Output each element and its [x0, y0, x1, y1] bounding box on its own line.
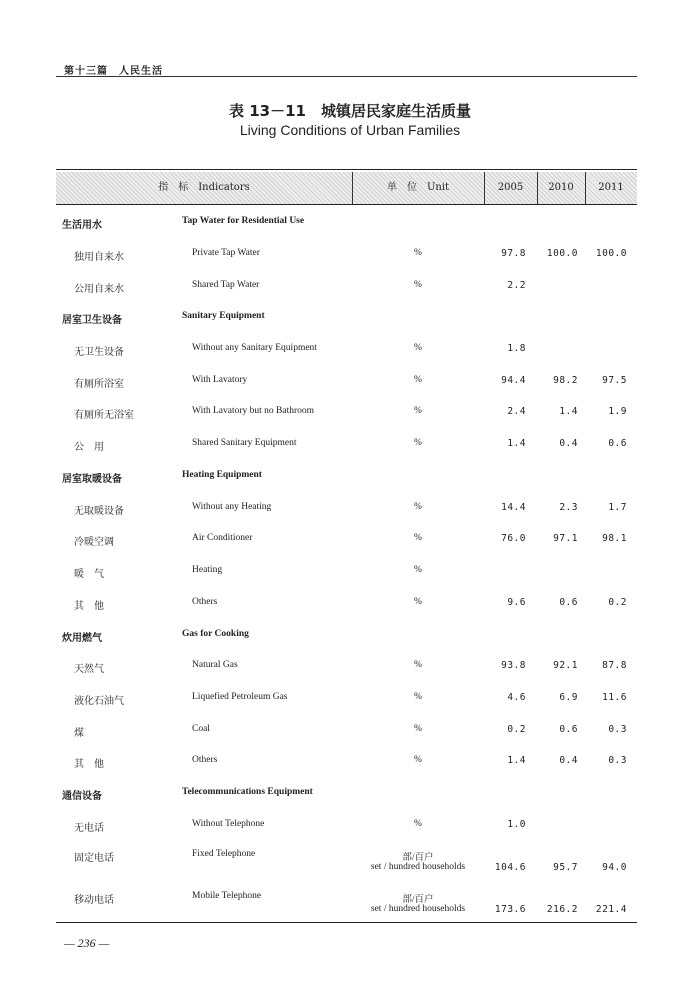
indicator-english: Others — [192, 755, 218, 765]
indicator-english: Tap Water for Residential Use — [182, 216, 305, 226]
unit: % — [414, 248, 422, 258]
unit: % — [414, 438, 422, 448]
indicator-english: Without any Heating — [192, 502, 272, 512]
value-2005: 1.4 — [507, 755, 526, 766]
header-rule — [56, 76, 637, 77]
value-2005: 104.6 — [494, 862, 526, 873]
table-row — [56, 755, 637, 783]
indicator-english: Private Tap Water — [192, 248, 260, 258]
value-2011: 0.2 — [608, 597, 627, 608]
indicator-english: Liquefied Petroleum Gas — [192, 692, 288, 702]
table-row — [56, 280, 637, 308]
indicator-chinese: 有厕所浴室 — [74, 379, 124, 390]
unit-chinese: 部/百户 — [402, 895, 434, 905]
table-top-rule — [56, 169, 637, 170]
unit: % — [414, 406, 422, 416]
table-row — [56, 819, 637, 847]
value-2010: 216.2 — [546, 904, 578, 915]
indicator-chinese: 液化石油气 — [74, 696, 124, 707]
table-row — [56, 533, 637, 561]
table-row — [56, 248, 637, 276]
page-number: — 236 — — [64, 936, 110, 950]
value-2005: 14.4 — [501, 502, 526, 513]
value-2010: 95.7 — [553, 862, 578, 873]
unit: % — [414, 565, 422, 575]
value-2005: 1.4 — [507, 438, 526, 449]
table-row — [56, 891, 637, 919]
value-2011: 87.8 — [602, 660, 627, 671]
value-2005: 76.0 — [501, 533, 526, 544]
value-2011: 221.4 — [595, 904, 627, 915]
indicator-chinese: 天然气 — [74, 664, 104, 675]
indicator-chinese: 无电话 — [74, 823, 104, 834]
value-2010: 92.1 — [553, 660, 578, 671]
indicator-chinese: 固定电话 — [74, 853, 114, 864]
unit: % — [414, 660, 422, 670]
table-row — [56, 692, 637, 720]
table-row — [56, 406, 637, 434]
unit: % — [414, 692, 422, 702]
unit: % — [414, 343, 422, 353]
value-2010: 100.0 — [546, 248, 578, 259]
unit-chinese: 部/百户 — [402, 853, 434, 863]
value-2011: 0.3 — [608, 755, 627, 766]
unit: % — [414, 819, 422, 829]
indicator-chinese: 居室卫生设备 — [62, 315, 122, 326]
category-row — [56, 311, 637, 339]
table-header — [56, 172, 637, 205]
header-year-2011: 2011 — [598, 182, 624, 193]
value-2010: 0.6 — [559, 597, 578, 608]
indicator-chinese: 居室取暖设备 — [62, 474, 122, 485]
value-2005: 2.4 — [507, 406, 526, 417]
header-unit: 单 位 Unit — [386, 182, 450, 193]
table-title-english: Living Conditions of Urban Families — [239, 122, 461, 138]
unit: % — [414, 597, 422, 607]
value-2010: 2.3 — [559, 502, 578, 513]
indicator-chinese: 煤 — [74, 728, 84, 739]
indicator-chinese: 生活用水 — [62, 220, 102, 231]
value-2011: 100.0 — [595, 248, 627, 259]
indicator-english: Heating — [192, 565, 223, 575]
value-2010: 0.4 — [559, 438, 578, 449]
category-row — [56, 216, 637, 244]
category-row — [56, 470, 637, 498]
value-2011: 11.6 — [602, 692, 627, 703]
table-row — [56, 565, 637, 593]
indicator-chinese: 公 用 — [74, 442, 104, 453]
table-row — [56, 502, 637, 530]
table-row — [56, 849, 637, 877]
unit: % — [414, 755, 422, 765]
indicator-chinese: 暖 气 — [74, 569, 104, 580]
indicator-chinese: 其 他 — [74, 759, 104, 770]
value-2005: 97.8 — [501, 248, 526, 259]
indicator-english: Heating Equipment — [182, 470, 262, 480]
value-2010: 0.6 — [559, 724, 578, 735]
indicator-chinese: 有厕所无浴室 — [74, 410, 134, 421]
value-2011: 98.1 — [602, 533, 627, 544]
indicator-chinese: 冷暖空调 — [74, 537, 114, 548]
value-2005: 94.4 — [501, 375, 526, 386]
value-2010: 1.4 — [559, 406, 578, 417]
indicator-chinese: 其 他 — [74, 601, 104, 612]
indicator-english: Coal — [192, 724, 210, 734]
unit: % — [414, 533, 422, 543]
unit: % — [414, 724, 422, 734]
unit: % — [414, 502, 422, 512]
indicator-chinese: 独用自来水 — [74, 252, 124, 263]
indicator-english: Without Telephone — [192, 819, 265, 829]
indicator-chinese: 通信设备 — [62, 791, 102, 802]
value-2011: 1.9 — [608, 406, 627, 417]
table-row — [56, 597, 637, 625]
indicator-english: Telecommunications Equipment — [182, 787, 313, 797]
unit: % — [414, 280, 422, 290]
category-row — [56, 787, 637, 815]
indicator-english: With Lavatory — [192, 375, 248, 385]
indicator-english: Shared Sanitary Equipment — [192, 438, 297, 448]
indicator-english: Air Conditioner — [192, 533, 253, 543]
indicator-chinese: 无取暖设备 — [74, 506, 124, 517]
indicator-english: Gas for Cooking — [182, 629, 249, 639]
indicator-english: Fixed Telephone — [192, 849, 256, 859]
indicator-chinese: 公用自来水 — [74, 284, 124, 295]
indicator-chinese: 无卫生设备 — [74, 347, 124, 358]
indicator-english: Natural Gas — [192, 660, 238, 670]
value-2010: 0.4 — [559, 755, 578, 766]
running-head: 第十三篇 人民生活 — [64, 66, 163, 77]
value-2010: 6.9 — [559, 692, 578, 703]
header-indicators: 指 标 Indicators — [158, 182, 250, 193]
indicator-english: Without any Sanitary Equipment — [192, 343, 317, 353]
unit-english: set / hundred households — [370, 862, 466, 872]
table-row — [56, 660, 637, 688]
indicator-english: Mobile Telephone — [192, 891, 262, 901]
value-2010: 98.2 — [553, 375, 578, 386]
table-bottom-rule — [56, 922, 637, 923]
value-2005: 9.6 — [507, 597, 526, 608]
value-2005: 0.2 — [507, 724, 526, 735]
indicator-chinese: 炊用燃气 — [62, 633, 102, 644]
table-row — [56, 438, 637, 466]
table-row — [56, 724, 637, 752]
table-title-chinese: 表 13－11 城镇居民家庭生活质量 — [229, 102, 471, 120]
table-row — [56, 375, 637, 403]
header-year-2005: 2005 — [497, 182, 524, 193]
header-year-2010: 2010 — [548, 182, 574, 193]
value-2011: 1.7 — [608, 502, 627, 513]
value-2011: 0.6 — [608, 438, 627, 449]
indicator-english: Shared Tap Water — [192, 280, 260, 290]
indicator-english: Sanitary Equipment — [182, 311, 265, 321]
value-2011: 0.3 — [608, 724, 627, 735]
indicator-english: Others — [192, 597, 218, 607]
category-row — [56, 629, 637, 657]
table-row — [56, 343, 637, 371]
value-2005: 4.6 — [507, 692, 526, 703]
value-2005: 173.6 — [494, 904, 526, 915]
value-2005: 1.8 — [507, 343, 526, 354]
unit: % — [414, 375, 422, 385]
unit-english: set / hundred households — [370, 904, 466, 914]
value-2011: 97.5 — [602, 375, 627, 386]
indicator-english: With Lavatory but no Bathroom — [192, 406, 315, 416]
value-2005: 2.2 — [507, 280, 526, 291]
value-2011: 94.0 — [602, 862, 627, 873]
value-2005: 93.8 — [501, 660, 526, 671]
indicator-chinese: 移动电话 — [74, 895, 114, 906]
value-2010: 97.1 — [553, 533, 578, 544]
value-2005: 1.0 — [507, 819, 526, 830]
